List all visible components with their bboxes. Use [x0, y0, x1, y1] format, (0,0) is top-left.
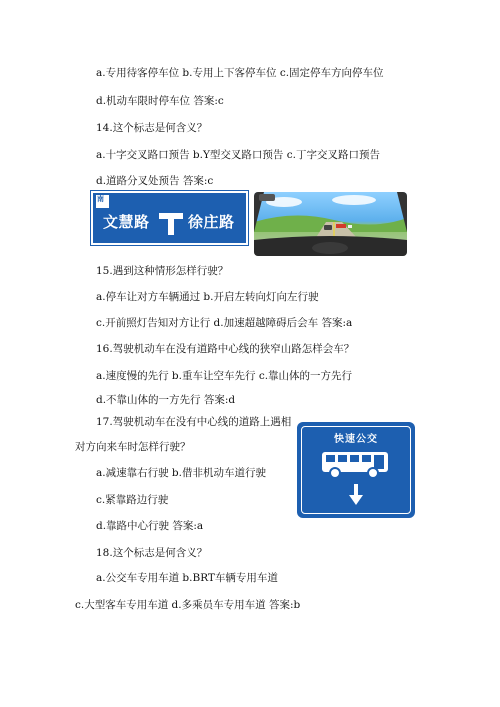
q14-option-d-answer: d.道路分叉处预告 答案:c: [96, 175, 214, 187]
right-road-label: 徐庄路: [188, 213, 235, 231]
bus-sign-title: 快速公交: [334, 434, 378, 445]
q13-option-d-answer: d.机动车限时停车位 答案:c: [96, 95, 224, 107]
junction-sign-image: [91, 191, 248, 245]
q14-options-abc: a.十字交叉路口预告 b.Y型交叉路口预告 c.丁字交叉路口预告: [96, 149, 380, 161]
q14-question: 14.这个标志是何含义？: [96, 122, 208, 134]
q15-options-ab: a.停车让对方车辆通过 b.开启左转向灯向左行驶: [96, 291, 319, 303]
q17-options-ab: a.减速靠右行驶 b.借非机动车道行驶: [96, 467, 266, 479]
q18-options-ab: a.公交车专用车道 b.BRT车辆专用车道: [96, 572, 278, 584]
arrow-down-icon: [348, 484, 364, 506]
q16-options-abc: a.速度慢的先行 b.重车让空车先行 c.靠山体的一方先行: [96, 370, 353, 382]
q18-options-cd-answer: c.大型客车专用车道 d.多乘员车专用车道 答案:b: [75, 599, 301, 611]
q15-options-cd-answer: c.开前照灯告知对方让行 d.加速超越障碍后会车 答案:a: [96, 317, 353, 329]
north-label: 南: [97, 195, 104, 203]
t-junction-symbol-icon: [158, 209, 184, 237]
q17-question-line2: 对方向来车时怎样行驶？: [75, 441, 191, 453]
left-road-label: 文慧路: [103, 213, 150, 231]
q17-option-c: c.紧靠路边行驶: [96, 494, 169, 506]
q17-question-line1: 17.驾驶机动车在没有中心线的道路上遇相: [96, 416, 292, 428]
q18-question: 18.这个标志是何含义？: [96, 547, 208, 559]
q15-question: 15.遇到这种情形怎样行驶？: [96, 265, 229, 277]
q17-option-d-answer: d.靠路中心行驶 答案:a: [96, 520, 204, 532]
bus-lane-sign-image: [297, 422, 415, 518]
q16-option-d-answer: d.不靠山体的一方先行 答案:d: [96, 394, 236, 406]
q13-options-abc: a.专用待客停车位 b.专用上下客停车位 c.固定停车方向停车位: [96, 67, 384, 79]
scene-drawing: [254, 192, 407, 256]
north-marker: [96, 195, 109, 208]
mountain-road-scene-image: [254, 192, 407, 256]
q16-question: 16.驾驶机动车在没有道路中心线的狭窄山路怎样会车？: [96, 343, 355, 355]
bus-icon: [321, 450, 391, 480]
